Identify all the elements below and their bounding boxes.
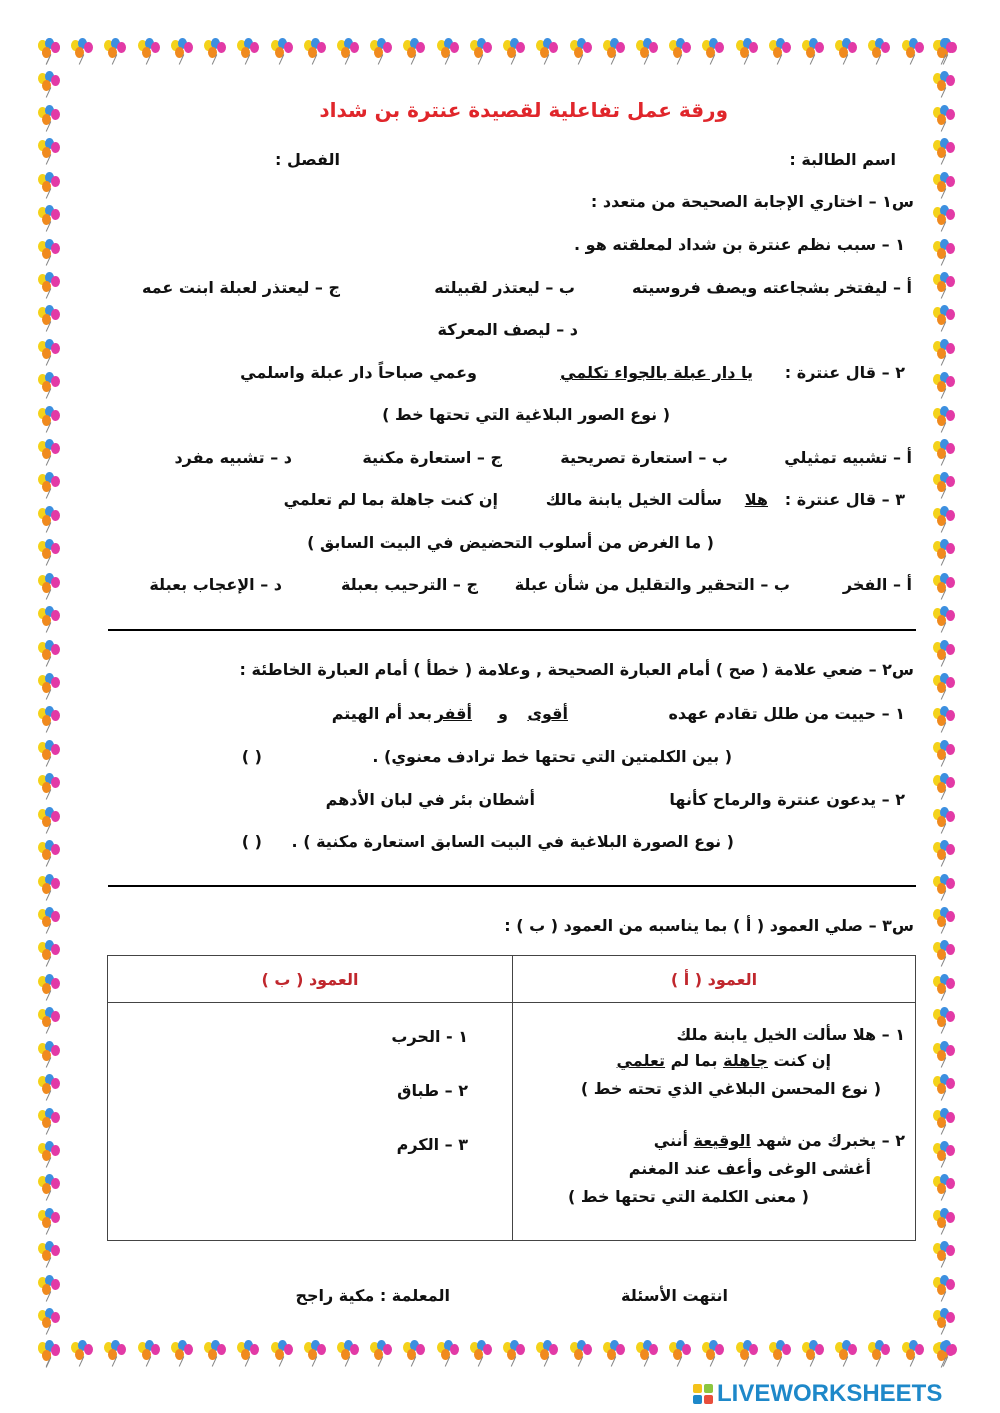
q1-heading: س١ – اختاري الإجابة الصحيحة من متعدد : — [590, 192, 914, 211]
q2-2-answer-box[interactable]: ( ) — [241, 832, 262, 851]
q1-3-option-b: ب – التحقير والتقليل من شأن عبلة — [514, 575, 790, 594]
q1-3-option-a: أ – الفخر — [842, 575, 912, 594]
end-of-questions: انتهت الأسئلة — [621, 1286, 728, 1305]
q2-2-verse-first: ٢ – يدعون عنترة والرماح كأنها — [669, 790, 905, 809]
q1-1-option-c: ج – ليعتذر لعبلة ابنت عمه — [141, 278, 340, 297]
column-b-cell — [108, 1003, 513, 1241]
q1-2-verse-underlined: يا دار عبلة بالجواء تكلمي — [560, 363, 753, 382]
col-a-item-1-line2 — [617, 1051, 831, 1071]
q1-3-stem: ٣ – قال عنترة : — [784, 490, 905, 509]
q2-1-word1: أقوى — [527, 704, 568, 723]
q1-3-option-c: ج – الترحيب بعبلة — [340, 575, 478, 594]
q2-1-verse-first: ١ – حييت من طلل تقادم عهده — [668, 704, 905, 723]
q1-3-underlined-word: هلا — [744, 490, 768, 509]
worksheet-title: ورقة عمل تفاعلية لقصيدة عنترة بن شداد — [319, 98, 728, 122]
col-a-item-1-line1: ١ – هلا سألت الخيل يابنة ملك — [676, 1025, 905, 1044]
logo-text: LIVEWORKSHEETS — [717, 1380, 943, 1407]
col-a-item-2-post: أنني — [653, 1131, 688, 1150]
q2-2-statement: ( نوع الصورة البلاغية في البيت السابق استعارة مكنية ) . — [291, 832, 734, 851]
q2-1-word2: أقفر — [434, 704, 472, 723]
col-a-item-1-underlined-1: جاهلة — [723, 1051, 768, 1070]
col-b-item-1[interactable]: ١ - الحرب — [391, 1027, 468, 1046]
liveworksheets-logo[interactable] — [693, 1380, 942, 1408]
q1-2-option-a: أ – تشبيه تمثيلي — [784, 448, 912, 467]
logo-square — [704, 1384, 713, 1393]
col-a-item-2-line2: أغشى الوغى وأعف عند المغنم — [628, 1159, 871, 1178]
col-a-item-1-pre: إن كنت — [773, 1051, 831, 1070]
q1-1-option-a: أ – ليفتخر بشجاعته ويصف فروسيته — [631, 278, 912, 297]
q1-2-option-d: د – تشبيه مفرد — [174, 448, 292, 467]
logo-square — [693, 1384, 702, 1393]
column-a-cell — [513, 1003, 916, 1241]
q2-1-statement: ( بين الكلمتين التي تحتها خط ترادف معنوي) . — [372, 747, 732, 766]
q1-3-verse-rest: سألت الخيل يابنة مالك — [545, 490, 722, 509]
q1-3-prompt: ( ما الغرض من أسلوب التحضيض في البيت السابق ) — [307, 533, 714, 552]
q2-heading: س٢ – ضعي علامة ( صح ) أمام العبارة الصحيحة , وعلامة ( خطأ ) أمام العبارة الخاطئة : — [239, 660, 914, 679]
q1-1-option-b: ب – ليعتذر لقبيلته — [434, 278, 575, 297]
column-b-header: العمود ( ب ) — [108, 956, 513, 1003]
q1-1-option-d: د – ليصف المعركة — [437, 320, 578, 339]
section-divider-2 — [108, 885, 916, 887]
class-label: الفصل : — [274, 150, 340, 169]
matching-table — [107, 955, 916, 1241]
q1-3-verse-second: إن كنت جاهلة بما لم تعلمي — [283, 490, 498, 509]
q3-heading: س٣ – صلي العمود ( أ ) بما يناسبه من العمود ( ب ) : — [504, 916, 914, 935]
teacher-name: المعلمة : مكية راجح — [295, 1286, 450, 1305]
col-a-item-1-mid: بما لم — [670, 1051, 718, 1070]
q2-1-conj: و — [498, 704, 508, 723]
col-a-item-2-line1 — [654, 1131, 905, 1151]
q1-2-option-b: ب – استعارة تصريحية — [560, 448, 728, 467]
col-a-item-1-line3: ( نوع المحسن البلاغي الذي تحته خط ) — [580, 1079, 881, 1098]
q1-3-option-d: د – الإعجاب بعبلة — [149, 575, 282, 594]
q2-1-verse-rest: بعد أم الهيتم — [331, 704, 432, 723]
section-divider-1 — [108, 629, 916, 631]
q1-2-prompt: ( نوع الصور البلاغية التي تحتها خط ) — [382, 405, 670, 424]
column-a-header: العمود ( أ ) — [513, 956, 916, 1003]
col-a-item-2-line3: ( معنى الكلمة التي تحتها خط ) — [568, 1187, 809, 1206]
q2-2-verse-second: أشطان بئر في لبان الأدهم — [325, 790, 535, 809]
col-a-item-2-pre: ٢ – يخبرك من شهد — [756, 1131, 905, 1150]
q2-1-answer-box[interactable]: ( ) — [241, 747, 262, 766]
q1-2-verse-second: وعمي صباحاً دار عبلة واسلمي — [240, 363, 477, 382]
logo-square — [693, 1395, 702, 1404]
col-a-item-2-underlined: الوقيعة — [693, 1131, 751, 1150]
logo-icon — [693, 1384, 713, 1404]
q1-1-stem: ١ – سبب نظم عنترة بن شداد لمعلقته هو . — [574, 235, 905, 254]
col-b-item-3[interactable]: ٣ – الكرم — [396, 1135, 468, 1154]
logo-square — [704, 1395, 713, 1404]
student-name-label: اسم الطالبة : — [789, 150, 896, 169]
q1-2-stem: ٢ – قال عنترة : — [784, 363, 905, 382]
col-a-item-1-underlined-2: تعلمي — [616, 1051, 666, 1070]
q1-2-option-c: ج – استعارة مكنية — [362, 448, 502, 467]
col-b-item-2[interactable]: ٢ – طباق — [397, 1081, 468, 1100]
